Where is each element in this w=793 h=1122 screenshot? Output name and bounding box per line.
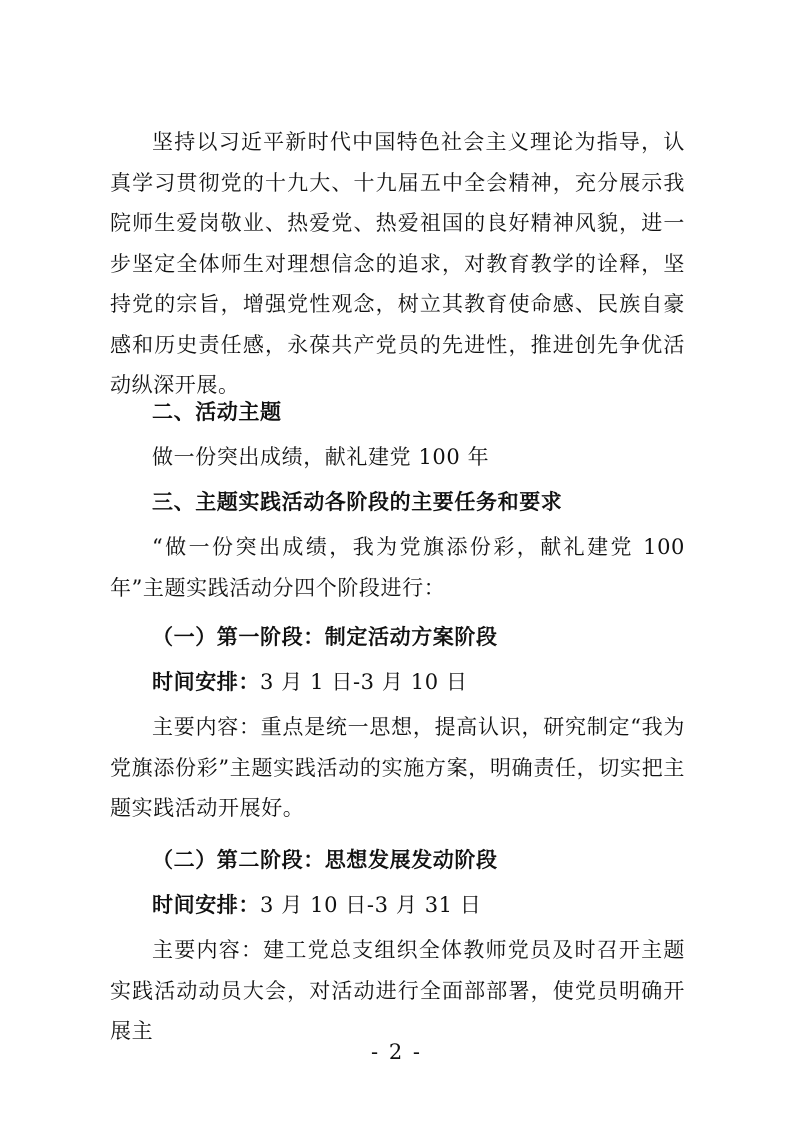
phase2-time-value: 3 月 10 日-3 月 31 日 (260, 893, 482, 917)
phase1-content: 主要内容：重点是统一思想，提高认识，研究制定“我为党旗添份彩”主题实践活动的实施方案，明确责任，切实把主题实践活动开展好。 (110, 715, 685, 820)
phase1-time-label: 时间安排： (152, 670, 260, 694)
section-heading-tasks: 三、主题实践活动各阶段的主要任务和要求 (152, 490, 563, 514)
theme-text: 做一份突出成绩，献礼建党 100 年 (152, 445, 490, 469)
page-number: - 2 - (371, 1040, 422, 1064)
phase1-time (110, 662, 685, 703)
tasks-intro-paragraph: “做一份突出成绩，我为党旗添份彩，献礼建党 100 年”主题实践活动分四个阶段进行： (110, 535, 685, 600)
phase1-time-value: 3 月 1 日-3 月 10 日 (260, 670, 468, 694)
phase2-heading: （二）第二阶段：思想发展发动阶段 (152, 848, 498, 872)
phase2-time-label: 时间安排： (152, 893, 260, 917)
phase1-heading: （一）第一阶段：制定活动方案阶段 (152, 625, 498, 649)
phase2-content: 主要内容：建工党总支组织全体教师党员及时召开主题实践活动动员大会，对活动进行全面部部署，使党员明确开展主 (110, 938, 685, 1043)
intro-paragraph: 坚持以习近平新时代中国特色社会主义理论为指导，认真学习贯彻党的十九大、十九届五中全会精神，充分展示我院师生爱岗敬业、热爱党、热爱祖国的良好精神风貌，进一步坚定全体师生对理想信念的追求，对教育教学的诠释，坚持党的宗旨，增强党性观念，树立其教育使命感、民族自豪感和历史责任感，永葆共产党员的先进性，推进创先争优活动纵深开展。 (110, 130, 685, 397)
phase2-time (110, 885, 685, 926)
section-heading-theme: 二、活动主题 (152, 400, 282, 424)
